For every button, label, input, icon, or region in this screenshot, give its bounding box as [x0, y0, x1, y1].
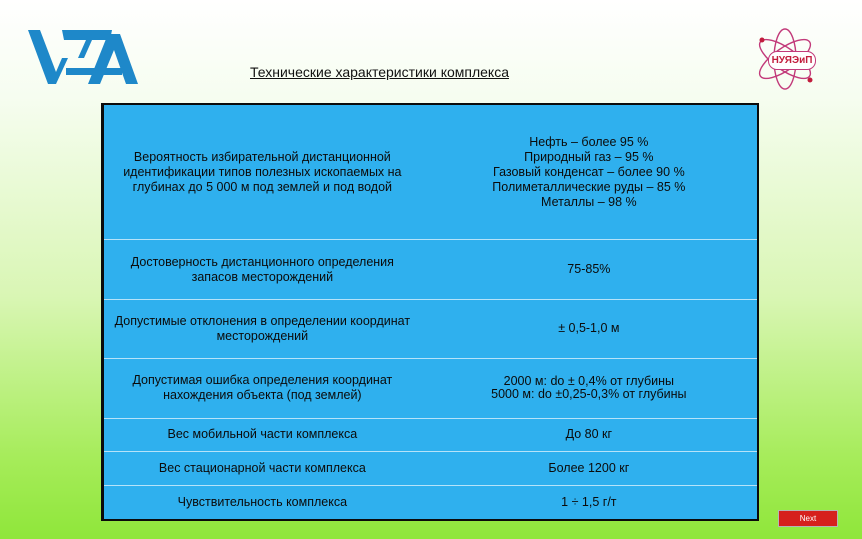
- spec-value: [421, 418, 757, 452]
- table-row: [104, 105, 757, 240]
- spec-value-line: 5000 м: do ±0,25-0,3% от глубины: [491, 387, 687, 402]
- organization-logo-icon: [26, 28, 140, 86]
- spec-value-line: 1 ÷ 1,5 г/т: [561, 495, 617, 510]
- spec-label: Допустимые отклонения в определении координат месторождений: [104, 299, 421, 358]
- spec-label: Вес стационарной части комплекса: [104, 452, 421, 486]
- spec-value-line: Газовый конденсат – более 90 %: [493, 164, 685, 179]
- spec-label: Достоверность дистанционного определения запасов месторождений: [104, 240, 421, 299]
- spec-value-line: 75-85%: [567, 262, 611, 277]
- spec-value: [421, 486, 757, 519]
- spec-value: [421, 105, 757, 240]
- page-title: Технические характеристики комплекса: [250, 64, 509, 80]
- table-row: [104, 359, 757, 418]
- next-button[interactable]: [778, 510, 838, 527]
- table-row: [104, 452, 757, 486]
- spec-value-line: ± 0,5-1,0 м: [558, 321, 620, 336]
- spec-value-line: Металлы – 98 %: [541, 194, 637, 209]
- spec-label: Вес мобильной части комплекса: [104, 418, 421, 452]
- spec-value-line: Нефть – более 95 %: [529, 134, 649, 149]
- spec-label: Вероятность избирательной дистанционной идентификации типов полезных ископаемых на глубинах до 5 000 м под землей и под водой: [104, 105, 421, 240]
- spec-value-line: 2000 м: do ± 0,4% от глубины: [503, 374, 675, 389]
- spec-label: Допустимая ошибка определения координат нахождения объекта (под землей): [104, 359, 421, 418]
- spec-value: [421, 240, 757, 299]
- spec-value-line: Полиметаллические руды – 85 %: [492, 179, 686, 194]
- spec-value: [421, 359, 757, 418]
- spec-value: [421, 452, 757, 486]
- table-row: [104, 299, 757, 358]
- institute-logo-text: НУЯЭиП: [768, 51, 816, 70]
- table-row: [104, 240, 757, 299]
- specs-table: [101, 103, 759, 521]
- spec-value-line: Природный газ – 95 %: [524, 149, 654, 164]
- institute-logo: [748, 22, 822, 92]
- spec-value: [421, 299, 757, 358]
- next-button-label: Next: [799, 514, 817, 523]
- spec-value-line: До 80 кг: [565, 427, 613, 442]
- spec-value-line: Более 1200 кг: [548, 461, 630, 476]
- table-row: [104, 486, 757, 519]
- table-row: [104, 418, 757, 452]
- spec-label: Чувствительность комплекса: [104, 486, 421, 519]
